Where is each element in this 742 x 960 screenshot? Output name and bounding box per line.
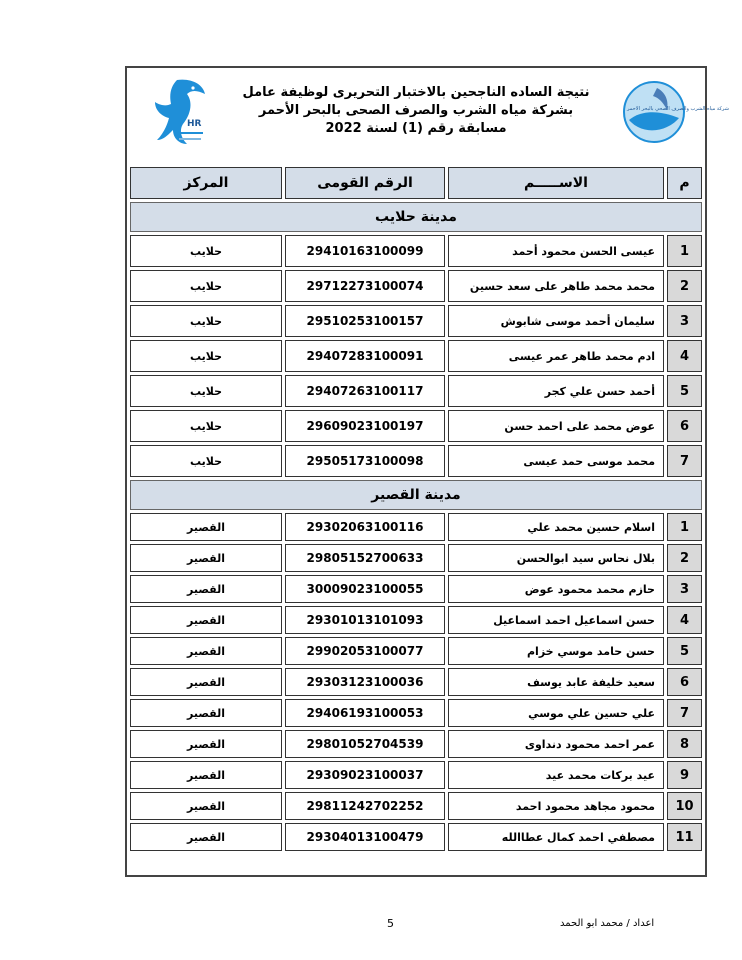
row-national-id: 29302063100116 (285, 513, 445, 541)
row-center: حلايب (130, 340, 282, 372)
section-title: مدينة القصير (130, 480, 702, 510)
row-index: 1 (667, 513, 702, 541)
title-line-3: مسابقة رقم (1) لسنة 2022 (325, 121, 507, 136)
row-index: 11 (667, 823, 702, 851)
row-national-id: 29805152700633 (285, 544, 445, 572)
row-name: محمود مجاهد محمود احمد (448, 792, 664, 820)
row-center: حلايب (130, 270, 282, 302)
row-center: القصير (130, 575, 282, 603)
row-center: القصير (130, 668, 282, 696)
prepared-by: اعداد / محمد ابو الحمد (560, 918, 655, 929)
table-row (130, 761, 702, 789)
row-national-id: 29410163100099 (285, 235, 445, 267)
row-center: حلايب (130, 375, 282, 407)
row-center: القصير (130, 637, 282, 665)
table-body (130, 202, 702, 851)
row-name: بلال نحاس سيد ابوالحسن (448, 544, 664, 572)
row-index: 5 (667, 375, 702, 407)
header-index: م (667, 167, 702, 199)
table-row (130, 340, 702, 372)
row-national-id: 29303123100036 (285, 668, 445, 696)
row-name: حسن اسماعيل احمد اسماعيل (448, 606, 664, 634)
row-national-id: 29505173100098 (285, 445, 445, 477)
row-center: حلايب (130, 305, 282, 337)
section-row (130, 480, 702, 510)
row-national-id: 29301013101093 (285, 606, 445, 634)
title-line-2: بشركة مياه الشرب والصرف الصحى بالبحر الأحمر (258, 103, 574, 118)
table-row (130, 792, 702, 820)
results-table (127, 164, 705, 854)
table-header-row (130, 167, 702, 199)
row-center: القصير (130, 606, 282, 634)
row-name: ادم محمد طاهر عمر عيسى (448, 340, 664, 372)
row-national-id: 29407263100117 (285, 375, 445, 407)
row-index: 8 (667, 730, 702, 758)
row-index: 6 (667, 668, 702, 696)
table-row (130, 305, 702, 337)
row-center: القصير (130, 699, 282, 727)
row-index: 3 (667, 575, 702, 603)
row-name: محمد محمد طاهر على سعد حسين (448, 270, 664, 302)
row-index: 9 (667, 761, 702, 789)
table-row (130, 445, 702, 477)
table-row (130, 235, 702, 267)
row-name: سليمان أحمد موسى شابوش (448, 305, 664, 337)
row-name: مصطفي احمد كمال عطاالله (448, 823, 664, 851)
document-header (127, 68, 729, 164)
row-index: 7 (667, 445, 702, 477)
row-center: القصير (130, 823, 282, 851)
row-center: حلايب (130, 445, 282, 477)
table-row (130, 730, 702, 758)
row-national-id: 29406193100053 (285, 699, 445, 727)
row-national-id: 29801052704539 (285, 730, 445, 758)
row-index: 2 (667, 270, 702, 302)
table-row (130, 668, 702, 696)
row-name: عوض محمد على احمد حسن (448, 410, 664, 442)
logo-right-text: شركة مياه الشرب والصرف الصحي بالبحر الاحمر (627, 106, 729, 112)
row-name: حازم محمد محمود عوض (448, 575, 664, 603)
row-name: محمد موسى حمد عيسى (448, 445, 664, 477)
row-center: حلايب (130, 235, 282, 267)
row-national-id: 29902053100077 (285, 637, 445, 665)
table-row (130, 375, 702, 407)
table-row (130, 575, 702, 603)
table-row (130, 637, 702, 665)
logo-left-text: HR (187, 119, 202, 129)
row-name: عمر احمد محمود دنداوى (448, 730, 664, 758)
row-center: القصير (130, 513, 282, 541)
row-national-id: 29407283100091 (285, 340, 445, 372)
row-index: 2 (667, 544, 702, 572)
row-national-id: 29309023100037 (285, 761, 445, 789)
row-center: القصير (130, 730, 282, 758)
row-index: 4 (667, 340, 702, 372)
row-name: سعيد خليفة عابد يوسف (448, 668, 664, 696)
dolphin-logo-icon (147, 76, 211, 158)
row-name: اسلام حسين محمد علي (448, 513, 664, 541)
row-national-id: 29712273100074 (285, 270, 445, 302)
row-center: القصير (130, 792, 282, 820)
table-row (130, 410, 702, 442)
row-name: حسن حامد موسي خزام (448, 637, 664, 665)
row-index: 1 (667, 235, 702, 267)
section-row (130, 202, 702, 232)
table-row (130, 823, 702, 851)
row-index: 6 (667, 410, 702, 442)
row-center: القصير (130, 761, 282, 789)
row-national-id: 30009023100055 (285, 575, 445, 603)
row-name: عيسى الحسن محمود أحمد (448, 235, 664, 267)
row-center: حلايب (130, 410, 282, 442)
title-line-1: نتيجة الساده الناجحين بالاختبار التحريرى لوظيفة عامل (242, 85, 590, 100)
row-national-id: 29811242702252 (285, 792, 445, 820)
row-national-id: 29304013100479 (285, 823, 445, 851)
table-row (130, 544, 702, 572)
row-index: 5 (667, 637, 702, 665)
row-index: 3 (667, 305, 702, 337)
section-title: مدينة حلايب (130, 202, 702, 232)
table-row (130, 513, 702, 541)
page-frame (125, 66, 729, 877)
row-index: 7 (667, 699, 702, 727)
row-index: 10 (667, 792, 702, 820)
table-row (130, 606, 702, 634)
row-national-id: 29510253100157 (285, 305, 445, 337)
page-number: 5 (387, 917, 394, 930)
table-row (130, 699, 702, 727)
row-name: أحمد حسن علي كجر (448, 375, 664, 407)
row-name: علي حسين علي موسي (448, 699, 664, 727)
header-center: المركز (130, 167, 282, 199)
row-name: عيد بركات محمد عيد (448, 761, 664, 789)
row-index: 4 (667, 606, 702, 634)
company-logo-icon (619, 80, 729, 144)
row-center: القصير (130, 544, 282, 572)
document-title (227, 84, 605, 138)
header-national-id: الرقم القومى (285, 167, 445, 199)
row-national-id: 29609023100197 (285, 410, 445, 442)
table-row (130, 270, 702, 302)
header-name: الاســـــم (448, 167, 664, 199)
